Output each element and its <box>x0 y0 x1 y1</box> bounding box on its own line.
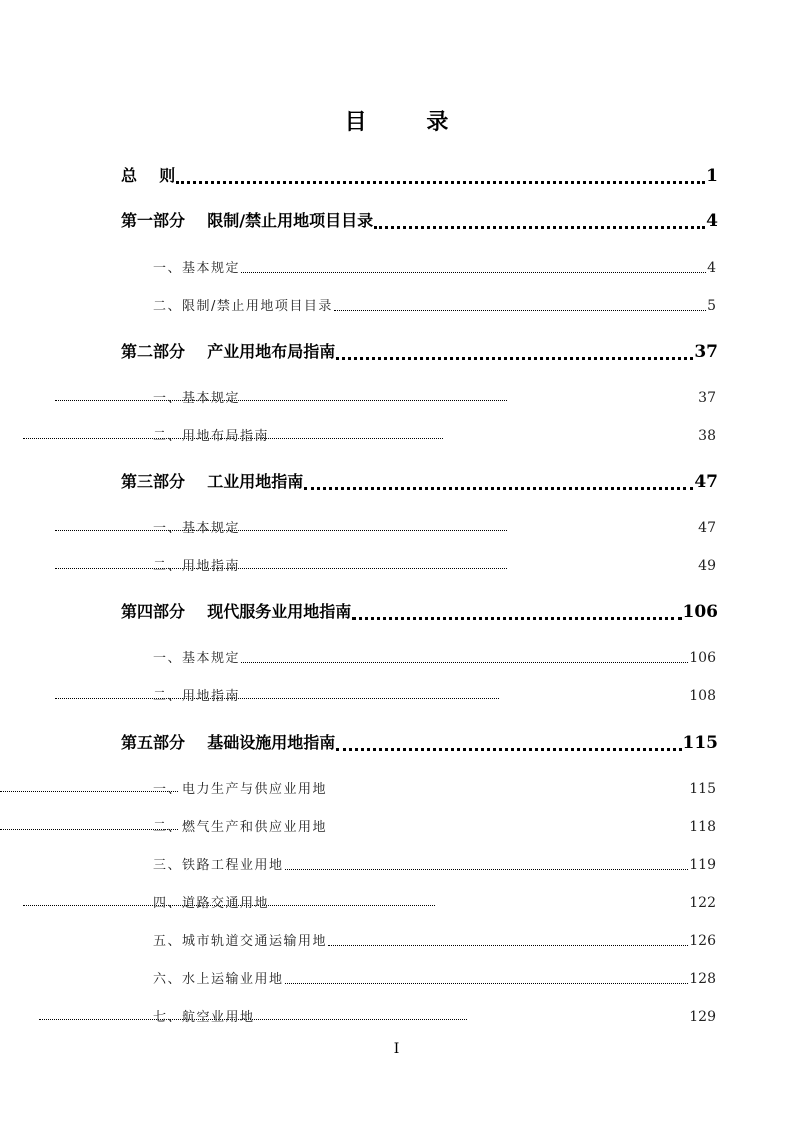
toc-label: 三、铁路工程业用地 <box>153 858 284 873</box>
toc-subentry[interactable] <box>153 930 716 950</box>
toc-page-number: 118 <box>689 819 716 835</box>
leader-dots <box>328 945 688 946</box>
toc-subentry[interactable] <box>153 387 716 407</box>
toc-label: 二、用地指南 <box>153 689 241 704</box>
leader-dots <box>285 983 689 984</box>
toc-page-number: 47 <box>694 472 718 492</box>
toc-label: 一、基本规定 <box>153 651 241 666</box>
toc-page-number: 47 <box>698 520 716 536</box>
toc-subentry[interactable] <box>153 816 716 836</box>
stray-leader-dots <box>0 829 178 830</box>
toc-page-number: 5 <box>707 298 716 314</box>
toc-subentry[interactable] <box>153 647 716 667</box>
toc-label: 一、基本规定 <box>153 521 241 536</box>
toc-subentry[interactable] <box>153 685 716 705</box>
leader-dots <box>285 869 689 870</box>
toc-label: 第五部分 基础设施用地指南 <box>121 733 336 752</box>
toc-page-number: 1 <box>706 166 718 186</box>
toc-label: 二、用地布局指南 <box>153 429 270 444</box>
toc-label: 总 则 <box>121 166 176 185</box>
toc-entry-part3[interactable] <box>121 469 718 493</box>
toc-label: 七、航空业用地 <box>153 1010 255 1025</box>
toc-label: 一、基本规定 <box>153 391 241 406</box>
page-title: 目 录 <box>344 110 475 135</box>
toc-subentry[interactable] <box>153 517 716 537</box>
page-footer-number: I <box>393 1041 400 1057</box>
toc-label: 二、用地指南 <box>153 559 241 574</box>
toc-label: 第二部分 产业用地布局指南 <box>121 342 336 361</box>
toc-page-number: 37 <box>698 390 716 406</box>
toc-page-number: 115 <box>682 733 718 753</box>
toc-subentry[interactable] <box>153 968 716 988</box>
leader-dots <box>176 181 705 184</box>
stray-leader-dots <box>0 791 178 792</box>
toc-label: 二、限制/禁止用地项目目录 <box>153 299 333 314</box>
toc-subentry[interactable] <box>153 892 716 912</box>
toc-subentry[interactable] <box>153 854 716 874</box>
toc-label: 四、道路交通用地 <box>153 896 270 911</box>
leader-dots <box>304 487 693 490</box>
leader-dots <box>336 357 693 360</box>
toc-label: 二、燃气生产和供应业用地 <box>153 820 328 835</box>
toc-page-number: 49 <box>698 558 716 574</box>
toc-page-number: 106 <box>682 602 718 622</box>
toc-page-number: 4 <box>707 260 716 276</box>
toc-subentry[interactable] <box>153 555 716 575</box>
toc-page-number: 119 <box>689 857 716 873</box>
toc-page-number: 4 <box>706 211 718 231</box>
toc-entry-general[interactable] <box>121 163 718 187</box>
toc-label: 第一部分 限制/禁止用地项目目录 <box>121 211 374 230</box>
toc-entry-part4[interactable] <box>121 599 718 623</box>
toc-label: 第四部分 现代服务业用地指南 <box>121 602 352 621</box>
toc-page-number: 126 <box>689 933 716 949</box>
leader-dots <box>374 226 705 229</box>
toc-entry-part1[interactable] <box>121 208 718 232</box>
toc-subentry[interactable] <box>153 257 716 277</box>
toc-page-number: 128 <box>689 971 716 987</box>
toc-page-number: 115 <box>689 781 716 797</box>
leader-dots <box>334 310 706 311</box>
toc-subentry[interactable] <box>153 1006 716 1026</box>
toc-label: 一、基本规定 <box>153 261 241 276</box>
toc-page-number: 129 <box>689 1009 716 1025</box>
toc-label: 五、城市轨道交通运输用地 <box>153 934 328 949</box>
leader-dots <box>241 272 706 273</box>
toc-entry-part2[interactable] <box>121 339 718 363</box>
toc-label: 一、电力生产与供应业用地 <box>153 782 328 797</box>
toc-subentry[interactable] <box>153 295 716 315</box>
toc-page-number: 108 <box>689 688 716 704</box>
toc-page-number: 38 <box>698 428 716 444</box>
leader-dots <box>241 662 688 663</box>
toc-label: 六、水上运输业用地 <box>153 972 284 987</box>
toc-subentry[interactable] <box>153 425 716 445</box>
toc-entry-part5[interactable] <box>121 730 718 754</box>
toc-page-number: 106 <box>689 650 716 666</box>
leader-dots <box>352 617 681 620</box>
toc-page-number: 122 <box>689 895 716 911</box>
toc-page-number: 37 <box>694 342 718 362</box>
toc-label: 第三部分 工业用地指南 <box>121 472 304 491</box>
toc-subentry[interactable] <box>153 778 716 798</box>
leader-dots <box>336 748 681 751</box>
